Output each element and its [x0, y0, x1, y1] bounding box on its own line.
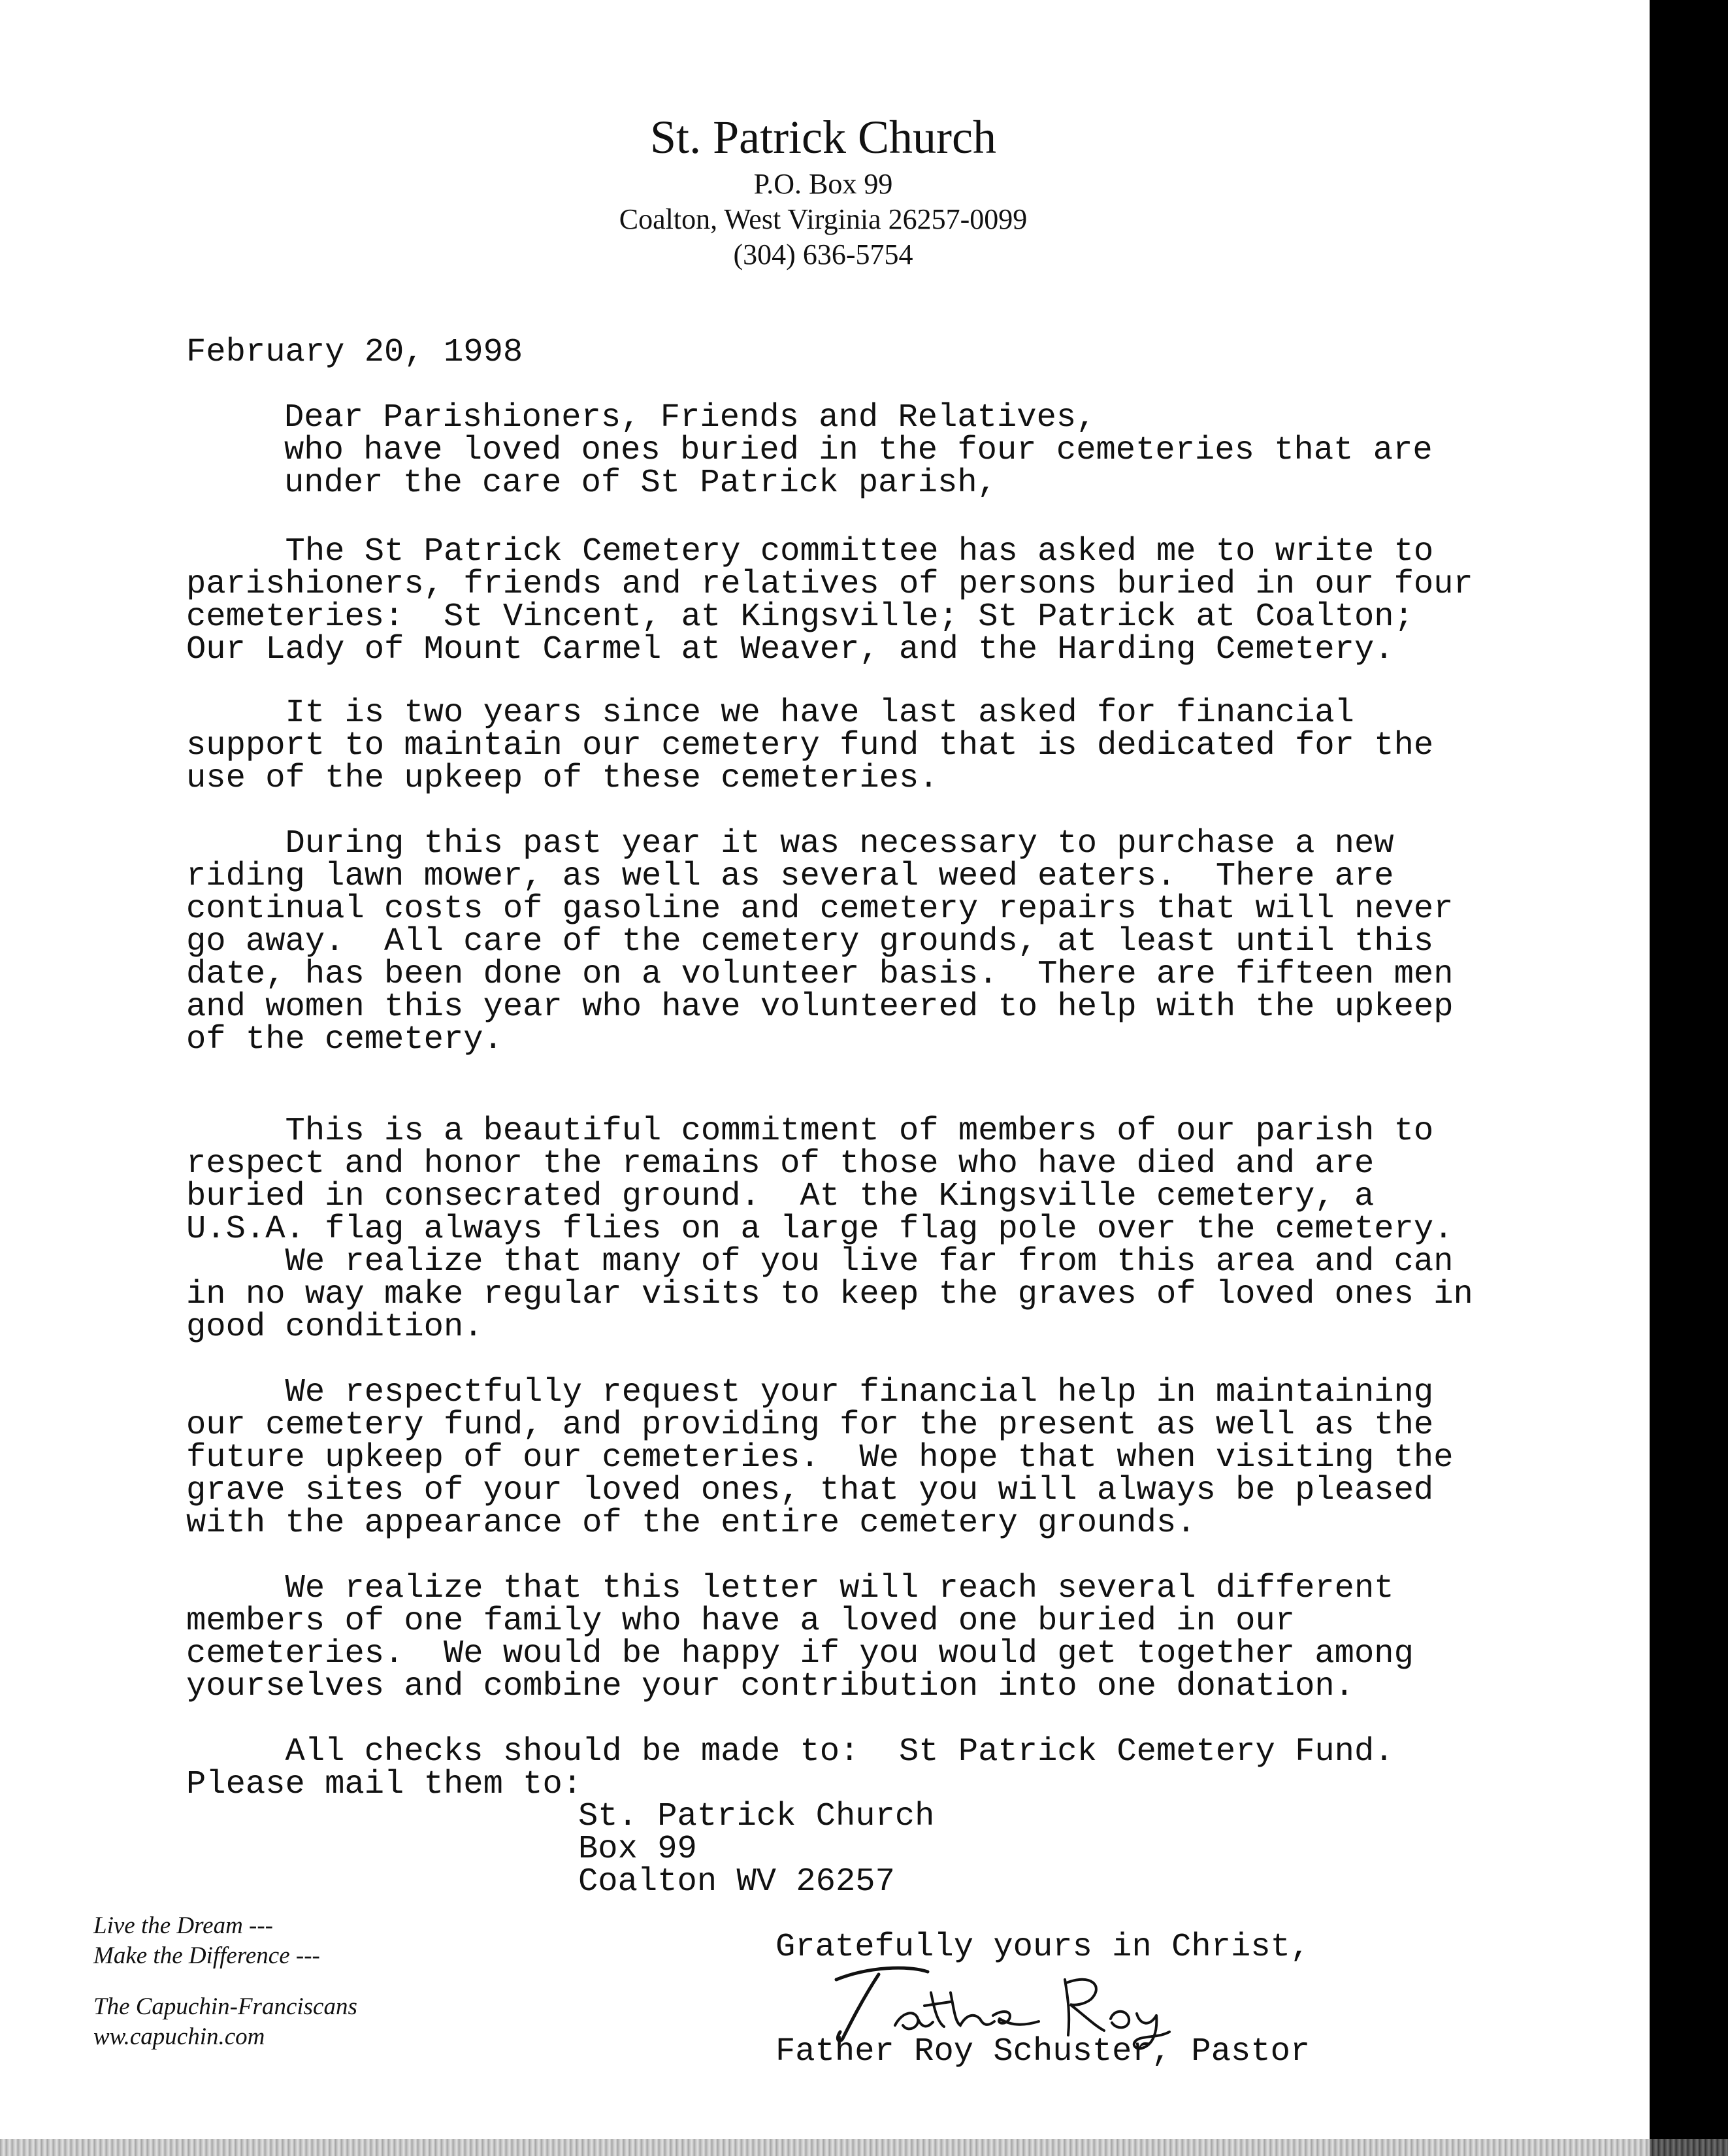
mailing-address: St. Patrick Church Box 99 Coalton WV 26257 [578, 1798, 935, 1901]
motto-line-1: Live the Dream --- [93, 1912, 274, 1939]
motto-line-4: ww.capuchin.com [93, 2023, 265, 2050]
phone: (304) 636-5754 [733, 238, 913, 270]
letterhead [0, 108, 1646, 272]
footer-motto [93, 1911, 357, 2052]
paragraph-4: This is a beautiful commitment of members of our parish to respect and honor the remains of those who have died and are buried in consecrated ground. At the Kingsville cemetery, a U.S.A. flag always flies on a large flag pole over the cemetery. [186, 1113, 1454, 1248]
paragraph-2: It is two years since we have last asked for financial support to maintain our cemetery fund that is dedicated for the use of the upkeep of these cemeteries. [186, 694, 1434, 797]
po-box: P.O. Box 99 [753, 168, 893, 200]
paragraph-5: We realize that many of you live far from this area and can in no way make regular visits to keep the graves of loved ones in good condition. [186, 1243, 1473, 1346]
city-line: Coalton, West Virginia 26257-0099 [619, 203, 1028, 235]
paragraph-1: The St Patrick Cemetery committee has asked me to write to parishioners, friends and relatives of persons buried in our four cemeteries: St Vincent, at Kingsville; St Patrick at Coalton; Our Lady of Mount Carmel at Weaver, and the Harding Cemetery. [186, 533, 1473, 668]
letter-date: February 20, 1998 [186, 334, 523, 371]
paragraph-3: During this past year it was necessary to purchase a new riding lawn mower, as well as several weed eaters. There are continual costs of gasoline and cemetery repairs that will never go away. All care of the cemetery grounds, at least until this date, has been done on a volunteer basis. There are fifteen men and women this year who have volunteered to help with the upkeep of the cemetery. [186, 825, 1454, 1058]
scan-edge-bottom [0, 2139, 1728, 2156]
paragraph-7: We realize that this letter will reach several different members of one family who have a loved one buried in our cemeteries. We would be happy if you would get together among yourselves and combine your contribution into one donation. [186, 1570, 1414, 1705]
closing: Gratefully yours in Christ, [775, 1929, 1311, 1966]
paragraph-8: All checks should be made to: St Patrick Cemetery Fund. Please mail them to: [186, 1733, 1394, 1803]
paragraph-6: We respectfully request your financial help in maintaining our cemetery fund, and providing for the present as well as the future upkeep of our cemeteries. We hope that when visiting the grave sites of your loved ones, that you will always be pleased with the appearance of the entire cemetery grounds. [186, 1374, 1454, 1542]
signer-name: Father Roy Schuster, Pastor [775, 2033, 1311, 2070]
motto-line-2: Make the Difference --- [93, 1942, 320, 1969]
church-name: St. Patrick Church [650, 111, 996, 163]
salutation: Dear Parishioners, Friends and Relatives, who have loved ones buried in the four cemeteries that are under the care of St Patrick parish, [284, 399, 1433, 502]
scan-edge-right [1650, 0, 1728, 2156]
motto-line-3: The Capuchin-Franciscans [93, 1993, 357, 2020]
